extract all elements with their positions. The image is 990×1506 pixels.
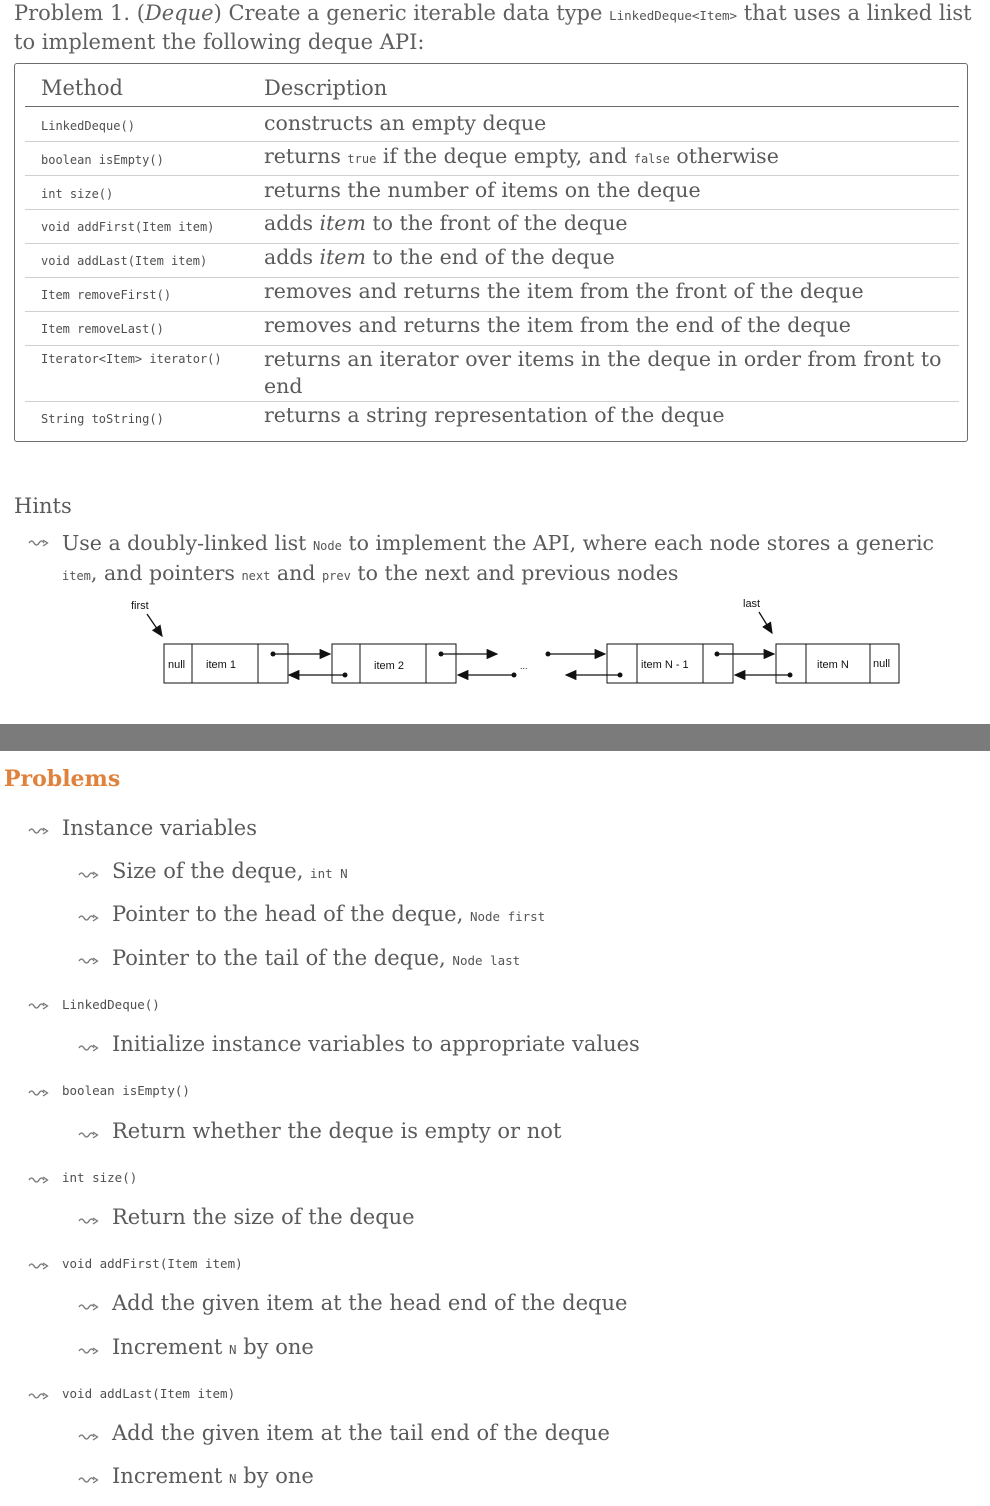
next-link-dot [439, 652, 444, 657]
hint-bullet: Use a doubly-linked list Node to implement the API, where each node stores a generic item, and pointers next and prev to the next and previous nodes [62, 531, 935, 585]
method-description: adds item to the end of the deque [264, 245, 615, 269]
null-right-label: null [873, 658, 891, 670]
instance-variable-item: Pointer to the tail of the deque, Node last [112, 946, 521, 970]
last-pointer-arrow [759, 612, 772, 633]
first-label: first [131, 600, 149, 612]
instance-variable-item: Size of the deque, int N [112, 859, 348, 883]
squiggle-arrow-icon [78, 1213, 100, 1227]
squiggle-arrow-icon [78, 1127, 100, 1141]
method-description: removes and returns the item from the end of the deque [264, 313, 851, 337]
squiggle-arrow-icon [78, 910, 100, 924]
api-row [25, 346, 959, 402]
squiggle-arrow-icon [78, 1429, 100, 1443]
api-row [25, 278, 959, 312]
method-signature: boolean isEmpty() [41, 153, 164, 167]
api-row [25, 109, 959, 142]
api-row [25, 176, 959, 210]
method-step: Return the size of the deque [112, 1205, 415, 1229]
method-signature: void addFirst(Item item) [41, 220, 215, 234]
method-description: returns true if the deque empty, and false otherwise [264, 144, 779, 168]
squiggle-arrow-icon [28, 1388, 50, 1402]
method-heading: boolean isEmpty() [62, 1083, 190, 1098]
method-signature: Item removeLast() [41, 322, 164, 336]
method-description: constructs an empty deque [264, 111, 547, 135]
squiggle-arrow-icon [78, 867, 100, 881]
method-step: Add the given item at the head end of the deque [112, 1291, 628, 1315]
squiggle-arrow-icon [28, 1258, 50, 1272]
api-row [25, 402, 959, 438]
instance-variables-heading: Instance variables [62, 816, 257, 840]
method-description: returns an iterator over items in the deque in order from front to end [264, 347, 942, 398]
method-heading: void addLast(Item item) [62, 1386, 236, 1401]
api-row [25, 210, 959, 244]
method-signature: Iterator<Item> iterator() [41, 352, 222, 366]
squiggle-arrow-icon [28, 1172, 50, 1186]
problem-line-2: to implement the following deque API: [14, 30, 425, 54]
instance-variable-item: Pointer to the head of the deque, Node first [112, 902, 546, 926]
method-column-header: Method [41, 76, 123, 100]
squiggle-arrow-icon [28, 998, 50, 1012]
prev-link-dot [618, 673, 623, 678]
method-step: Add the given item at the tail end of the deque [112, 1421, 610, 1445]
problems-heading: Problems [4, 766, 121, 792]
method-signature: LinkedDeque() [41, 119, 135, 133]
description-column-header: Description [264, 76, 388, 100]
last-label: last [743, 598, 761, 610]
method-description: returns the number of items on the deque [264, 178, 701, 202]
api-row [25, 244, 959, 278]
next-link-dot [546, 652, 551, 657]
method-signature: int size() [41, 187, 114, 201]
node-item-label: item N [817, 659, 849, 671]
ellipsis-label: ... [520, 661, 528, 671]
prev-link-dot [788, 673, 793, 678]
next-link-dot [271, 652, 276, 657]
squiggle-arrow-icon [78, 1299, 100, 1313]
method-step: Increment N by one [112, 1464, 314, 1488]
method-step: Return whether the deque is empty or not [112, 1119, 562, 1143]
prev-link-dot [343, 673, 348, 678]
problem-line-1: Problem 1. (Deque) Create a generic iterable data type LinkedDeque<Item> that uses a linked list [14, 1, 972, 25]
method-step: Increment N by one [112, 1335, 314, 1359]
method-step: Initialize instance variables to appropriate values [112, 1032, 640, 1056]
method-description: returns a string representation of the deque [264, 403, 725, 427]
node-item-label: item N - 1 [641, 659, 689, 671]
api-table [14, 63, 968, 442]
api-row [25, 312, 959, 346]
squiggle-arrow-icon [28, 1085, 50, 1099]
node-item-label: item 1 [206, 659, 236, 671]
squiggle-arrow-icon [78, 1472, 100, 1486]
squiggle-arrow-icon [28, 823, 50, 837]
method-description: adds item to the front of the deque [264, 211, 628, 235]
node-item-label: item 2 [374, 660, 404, 672]
method-description: removes and returns the item from the front of the deque [264, 279, 864, 303]
squiggle-arrow-icon [78, 953, 100, 967]
api-row [25, 142, 959, 176]
linked-list-diagram [0, 590, 990, 700]
squiggle-arrow-icon [28, 535, 50, 549]
prev-link-dot [512, 673, 517, 678]
squiggle-arrow-icon [78, 1040, 100, 1054]
slide-divider [0, 724, 990, 751]
method-signature: Item removeFirst() [41, 288, 172, 302]
null-left-label: null [168, 659, 186, 671]
next-link-dot [715, 652, 720, 657]
hints-heading: Hints [14, 494, 72, 518]
method-heading: LinkedDeque() [62, 997, 160, 1012]
method-heading: void addFirst(Item item) [62, 1256, 243, 1271]
squiggle-arrow-icon [78, 1343, 100, 1357]
api-table-header [25, 76, 959, 107]
method-signature: void addLast(Item item) [41, 254, 208, 268]
problem-statement [14, 0, 974, 56]
method-heading: int size() [62, 1170, 138, 1185]
method-signature: String toString() [41, 412, 164, 426]
first-pointer-arrow [147, 614, 162, 636]
